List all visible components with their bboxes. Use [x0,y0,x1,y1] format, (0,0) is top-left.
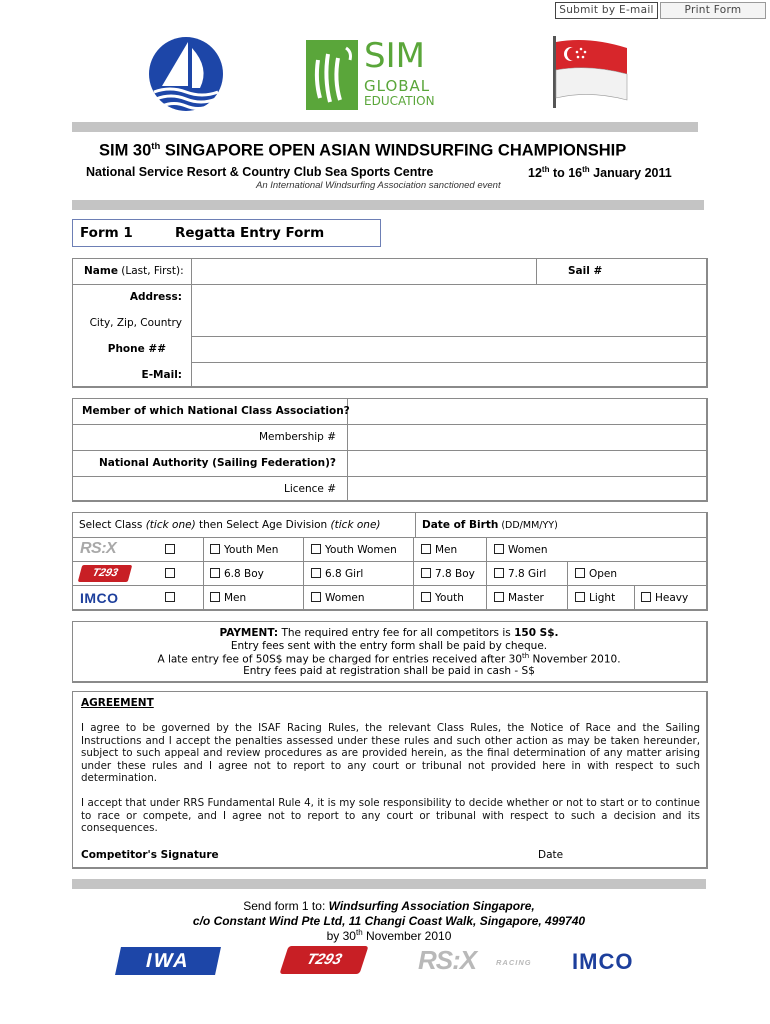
class-association-label: Member of which National Class Association? [82,405,350,417]
class-imco-checkbox[interactable] [165,592,175,602]
email-input[interactable] [193,364,705,387]
sail-number-input[interactable] [605,260,705,283]
membership-number-label: Membership # [258,431,336,443]
event-title: SIM 30th SINGAPORE OPEN ASIAN WINDSURFING CHAMPIONSHIP [99,141,627,160]
name-input[interactable] [193,260,534,283]
rsx-logo: RS:X [418,945,477,975]
division-checkbox[interactable]: Open [575,568,617,580]
email-label: E-Mail: [141,369,182,381]
form-number: Form 1 [80,225,133,241]
division-checkbox[interactable]: Master [494,592,544,604]
sim-logo-global: GLOBAL [364,77,431,95]
divider-bar [72,122,698,132]
sail-number-label: Sail # [568,265,603,277]
rsx-racing-text: RACING [496,958,532,967]
rsx-class-logo: RS:X [80,540,117,557]
date-of-birth-label: Date of Birth (DD/MM/YY) [422,519,558,531]
imco-logo: IMCO [572,949,634,974]
payment-line-1: PAYMENT: The required entry fee for all competitors is 150 S$. [219,627,559,639]
singapore-flag-icon [549,34,631,110]
national-authority-input[interactable] [349,452,705,475]
send-by-date: by 30th November 2010 [326,928,452,943]
agreement-paragraph-2: I accept that under RRS Fundamental Rule 4, it is my sole responsibility to decide whether or not to start or to continue to race or compete, and I agree not to report to any court or tribunal with respect to such a decision and its consequences. [81,797,700,835]
event-dates: 12th to 16th January 2011 [528,165,672,181]
event-venue: National Service Resort & Country Club Sea Sports Centre [86,165,434,179]
division-checkbox[interactable]: Youth Men [210,544,278,556]
class-association-input[interactable] [349,400,705,423]
address-input[interactable] [193,286,705,334]
competitor-signature-label: Competitor's Signature [81,849,219,861]
payment-line-3: A late entry fee of 50S$ may be charged for entries received after 30th November 2010. [157,652,621,666]
division-checkbox[interactable]: Women [311,592,365,604]
class-rsx-checkbox[interactable] [165,544,175,554]
form-name: Regatta Entry Form [175,225,325,241]
divider-bar [72,879,706,889]
print-form-button[interactable]: Print Form [660,2,766,19]
t293-logo: T293 [279,946,368,974]
division-checkbox[interactable]: 7.8 Boy [421,568,475,580]
windsurfing-association-logo [148,36,224,112]
payment-line-2: Entry fees sent with the entry form shall be paid by cheque. [230,640,548,652]
divider-bar [72,200,704,210]
division-checkbox[interactable]: Light [575,592,615,604]
sim-global-education-logo [306,36,442,110]
date-label: Date [538,849,564,861]
address-label: Address: [129,291,182,303]
division-checkbox[interactable]: Youth [421,592,464,604]
division-checkbox[interactable]: Heavy [641,592,688,604]
send-to-address: c/o Constant Wind Pte Ltd, 11 Changi Coast Walk, Singapore, 499740 [192,914,586,928]
class-t293-checkbox[interactable] [165,568,175,578]
t293-class-logo: T293 [78,565,133,582]
phone-label: Phone ## [107,343,166,355]
division-checkbox[interactable]: 6.8 Boy [210,568,264,580]
phone-input[interactable] [193,338,705,361]
iwa-logo: IWA [115,947,221,975]
submit-by-email-button[interactable]: Submit by E-mail [555,2,658,19]
national-authority-label: National Authority (Sailing Federation)? [99,457,336,469]
select-class-label: Select Class (tick one) then Select Age Division (tick one) [79,519,381,531]
date-field[interactable] [570,845,700,863]
agreement-paragraph-1: I agree to be governed by the ISAF Racing Rules, the relevant Class Rules, the Notice of Race and the Sailing Instructions and I accept the penalties assessed under these rules and such other action as may be taken hereunder, subject to such appeal and review procedures as are provided herein, as the final determination of any matter arising under these rules and I agree not to report to any court or tribunal not provided here in with respect to such determination. [81,722,700,785]
agreement-title: AGREEMENT [81,697,154,709]
payment-line-4: Entry fees paid at registration shall be paid in cash - S$ [243,665,535,677]
event-sanction: An International Windsurfing Association sanctioned event [256,180,501,191]
imco-class-logo: IMCO [80,590,119,606]
division-checkbox[interactable]: Men [421,544,457,556]
date-of-birth-input[interactable] [560,514,705,536]
division-checkbox[interactable]: 6.8 Girl [311,568,363,580]
send-to-line: Send form 1 to: Windsurfing Association Singapore, [243,899,535,913]
division-checkbox[interactable]: 7.8 Girl [494,568,546,580]
licence-number-input[interactable] [349,478,705,501]
sim-logo-education: EDUCATION [364,94,435,108]
name-label: Name (Last, First): [84,265,184,277]
city-zip-country-label: City, Zip, Country [89,317,182,329]
division-checkbox[interactable]: Women [494,544,548,556]
division-checkbox[interactable]: Youth Women [311,544,397,556]
signature-field[interactable] [215,845,515,863]
membership-number-input[interactable] [349,426,705,449]
division-checkbox[interactable]: Men [210,592,246,604]
licence-number-label: Licence # [283,483,336,495]
sim-logo-text: SIM [364,36,425,76]
